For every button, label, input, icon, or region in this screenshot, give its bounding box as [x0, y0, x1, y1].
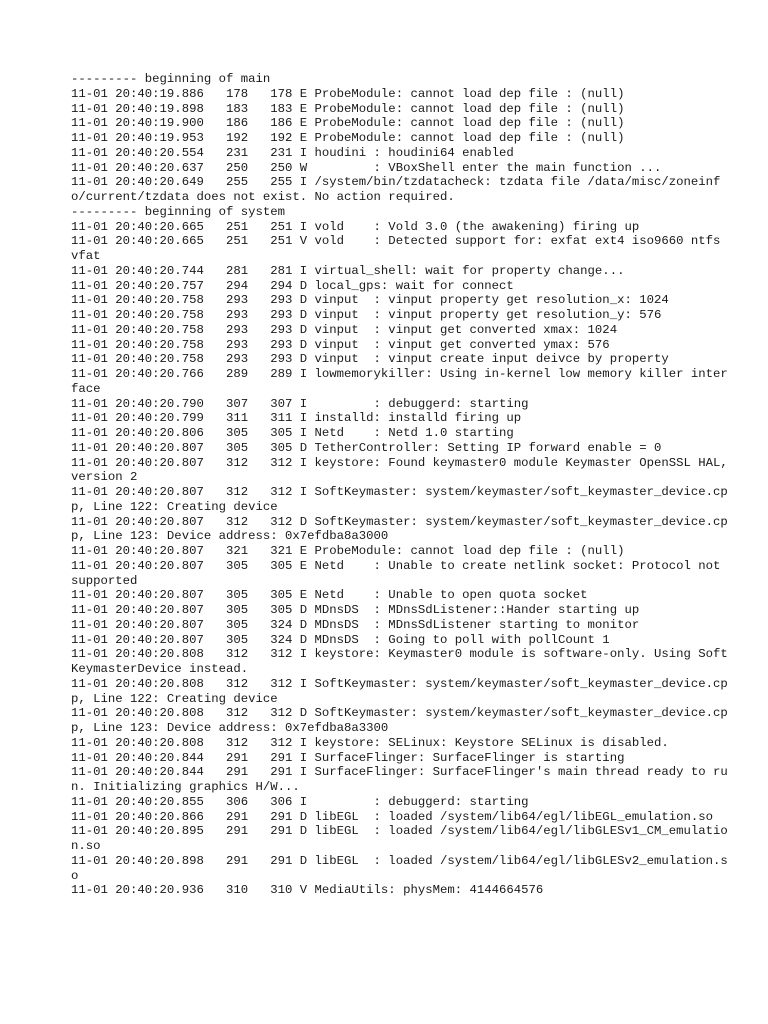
log-line: 11-01 20:40:20.898 291 291 D libEGL : loaded /system/lib64/egl/libGLESv2_emulation.so	[71, 853, 728, 883]
log-line: 11-01 20:40:19.953 192 192 E ProbeModule: cannot load dep file : (null)	[71, 131, 625, 145]
log-line: 11-01 20:40:20.866 291 291 D libEGL : loaded /system/lib64/egl/libEGL_emulation.so	[71, 809, 714, 824]
log-line: 11-01 20:40:20.855 306 306 I : debuggerd: starting	[71, 794, 529, 809]
log-line: --------- beginning of main	[71, 72, 271, 86]
log-line: 11-01 20:40:20.758 293 293 D vinput : vinput property get resolution_x: 1024	[71, 293, 669, 308]
log-output	[71, 72, 736, 898]
log-line: 11-01 20:40:20.807 321 321 E ProbeModule: cannot load dep file : (null)	[71, 544, 625, 558]
log-line: 11-01 20:40:20.665 251 251 I vold : Vold 3.0 (the awakening) firing up	[71, 219, 640, 234]
log-line: 11-01 20:40:20.807 305 305 E Netd : Unable to create netlink socket: Protocol not supported	[71, 558, 728, 588]
log-line: --------- beginning of system	[71, 204, 286, 219]
log-line: 11-01 20:40:20.665 251 251 V vold : Detected support for: exfat ext4 iso9660 ntfs vfat	[71, 234, 728, 263]
log-line: 11-01 20:40:20.807 312 312 I SoftKeymaster: system/keymaster/soft_keymaster_device.cpp, Line 122: Creating device	[71, 485, 728, 514]
log-line: 11-01 20:40:20.844 291 291 I SurfaceFlinger: SurfaceFlinger is starting	[71, 750, 625, 765]
log-line: 11-01 20:40:20.554 231 231 I houdini : houdini64 enabled	[71, 145, 514, 160]
log-line: 11-01 20:40:20.807 305 305 D TetherController: Setting IP forward enable = 0	[71, 440, 662, 455]
log-line: 11-01 20:40:20.758 293 293 D vinput : vinput get converted xmax: 1024	[71, 322, 618, 337]
log-line: 11-01 20:40:20.637 250 250 W : VBoxShell enter the main function ...	[71, 160, 662, 175]
log-line: 11-01 20:40:20.758 293 293 D vinput : vinput create input deivce by property	[71, 352, 669, 367]
log-line: 11-01 20:40:20.844 291 291 I SurfaceFlinger: SurfaceFlinger's main thread ready to run. Initializing graphics H/W...	[71, 765, 728, 794]
log-line: 11-01 20:40:20.806 305 305 I Netd : Netd 1.0 starting	[71, 426, 514, 440]
log-line: 11-01 20:40:20.807 305 305 D MDnsDS : MDnsSdListener::Hander starting up	[71, 603, 640, 617]
log-line: 11-01 20:40:20.807 305 305 E Netd : Unable to open quota socket	[71, 588, 588, 603]
log-line: 11-01 20:40:20.649 255 255 I /system/bin/tzdatacheck: tzdata file /data/misc/zoneinfo/current/tzdata does not exist. No action required.	[71, 175, 721, 204]
log-line: 11-01 20:40:20.790 307 307 I : debuggerd: starting	[71, 396, 529, 411]
log-line: 11-01 20:40:20.936 310 310 V MediaUtils: physMem: 4144664576	[71, 883, 544, 898]
log-line: 11-01 20:40:20.757 294 294 D local_gps: wait for connect	[71, 278, 514, 293]
log-line: 11-01 20:40:20.895 291 291 D libEGL : loaded /system/lib64/egl/libGLESv1_CM_emulation.so	[71, 824, 728, 853]
log-line: 11-01 20:40:19.900 186 186 E ProbeModule: cannot load dep file : (null)	[71, 116, 625, 131]
log-line: 11-01 20:40:20.807 305 324 D MDnsDS : MDnsSdListener starting to monitor	[71, 617, 640, 632]
log-line: 11-01 20:40:20.808 312 312 I SoftKeymaster: system/keymaster/soft_keymaster_device.cpp, Line 122: Creating device	[71, 676, 728, 706]
log-line: 11-01 20:40:20.807 312 312 D SoftKeymaster: system/keymaster/soft_keymaster_device.cpp, Line 123: Device address: 0x7efdba8a3000	[71, 514, 728, 544]
log-line: 11-01 20:40:20.807 305 324 D MDnsDS : Going to poll with pollCount 1	[71, 632, 610, 647]
log-line: 11-01 20:40:20.807 312 312 I keystore: Found keymaster0 module Keymaster OpenSSL HAL, version 2	[71, 455, 736, 485]
log-line: 11-01 20:40:19.886 178 178 E ProbeModule: cannot load dep file : (null)	[71, 86, 625, 101]
log-line: 11-01 20:40:20.766 289 289 I lowmemorykiller: Using in-kernel low memory killer interface	[71, 367, 728, 396]
log-line: 11-01 20:40:20.808 312 312 I keystore: Keymaster0 module is software-only. Using SoftKeymasterDevice instead.	[71, 647, 728, 676]
log-line: 11-01 20:40:20.758 293 293 D vinput : vinput property get resolution_y: 576	[71, 308, 662, 322]
log-line: 11-01 20:40:20.744 281 281 I virtual_shell: wait for property change...	[71, 263, 625, 278]
log-line: 11-01 20:40:20.758 293 293 D vinput : vinput get converted ymax: 576	[71, 337, 610, 352]
log-line: 11-01 20:40:20.808 312 312 D SoftKeymaster: system/keymaster/soft_keymaster_device.cpp, Line 123: Device address: 0x7efdba8a3300	[71, 706, 728, 735]
log-line: 11-01 20:40:19.898 183 183 E ProbeModule: cannot load dep file : (null)	[71, 101, 625, 116]
log-line: 11-01 20:40:20.808 312 312 I keystore: SELinux: Keystore SELinux is disabled.	[71, 735, 669, 750]
log-line: 11-01 20:40:20.799 311 311 I installd: installd firing up	[71, 411, 522, 426]
